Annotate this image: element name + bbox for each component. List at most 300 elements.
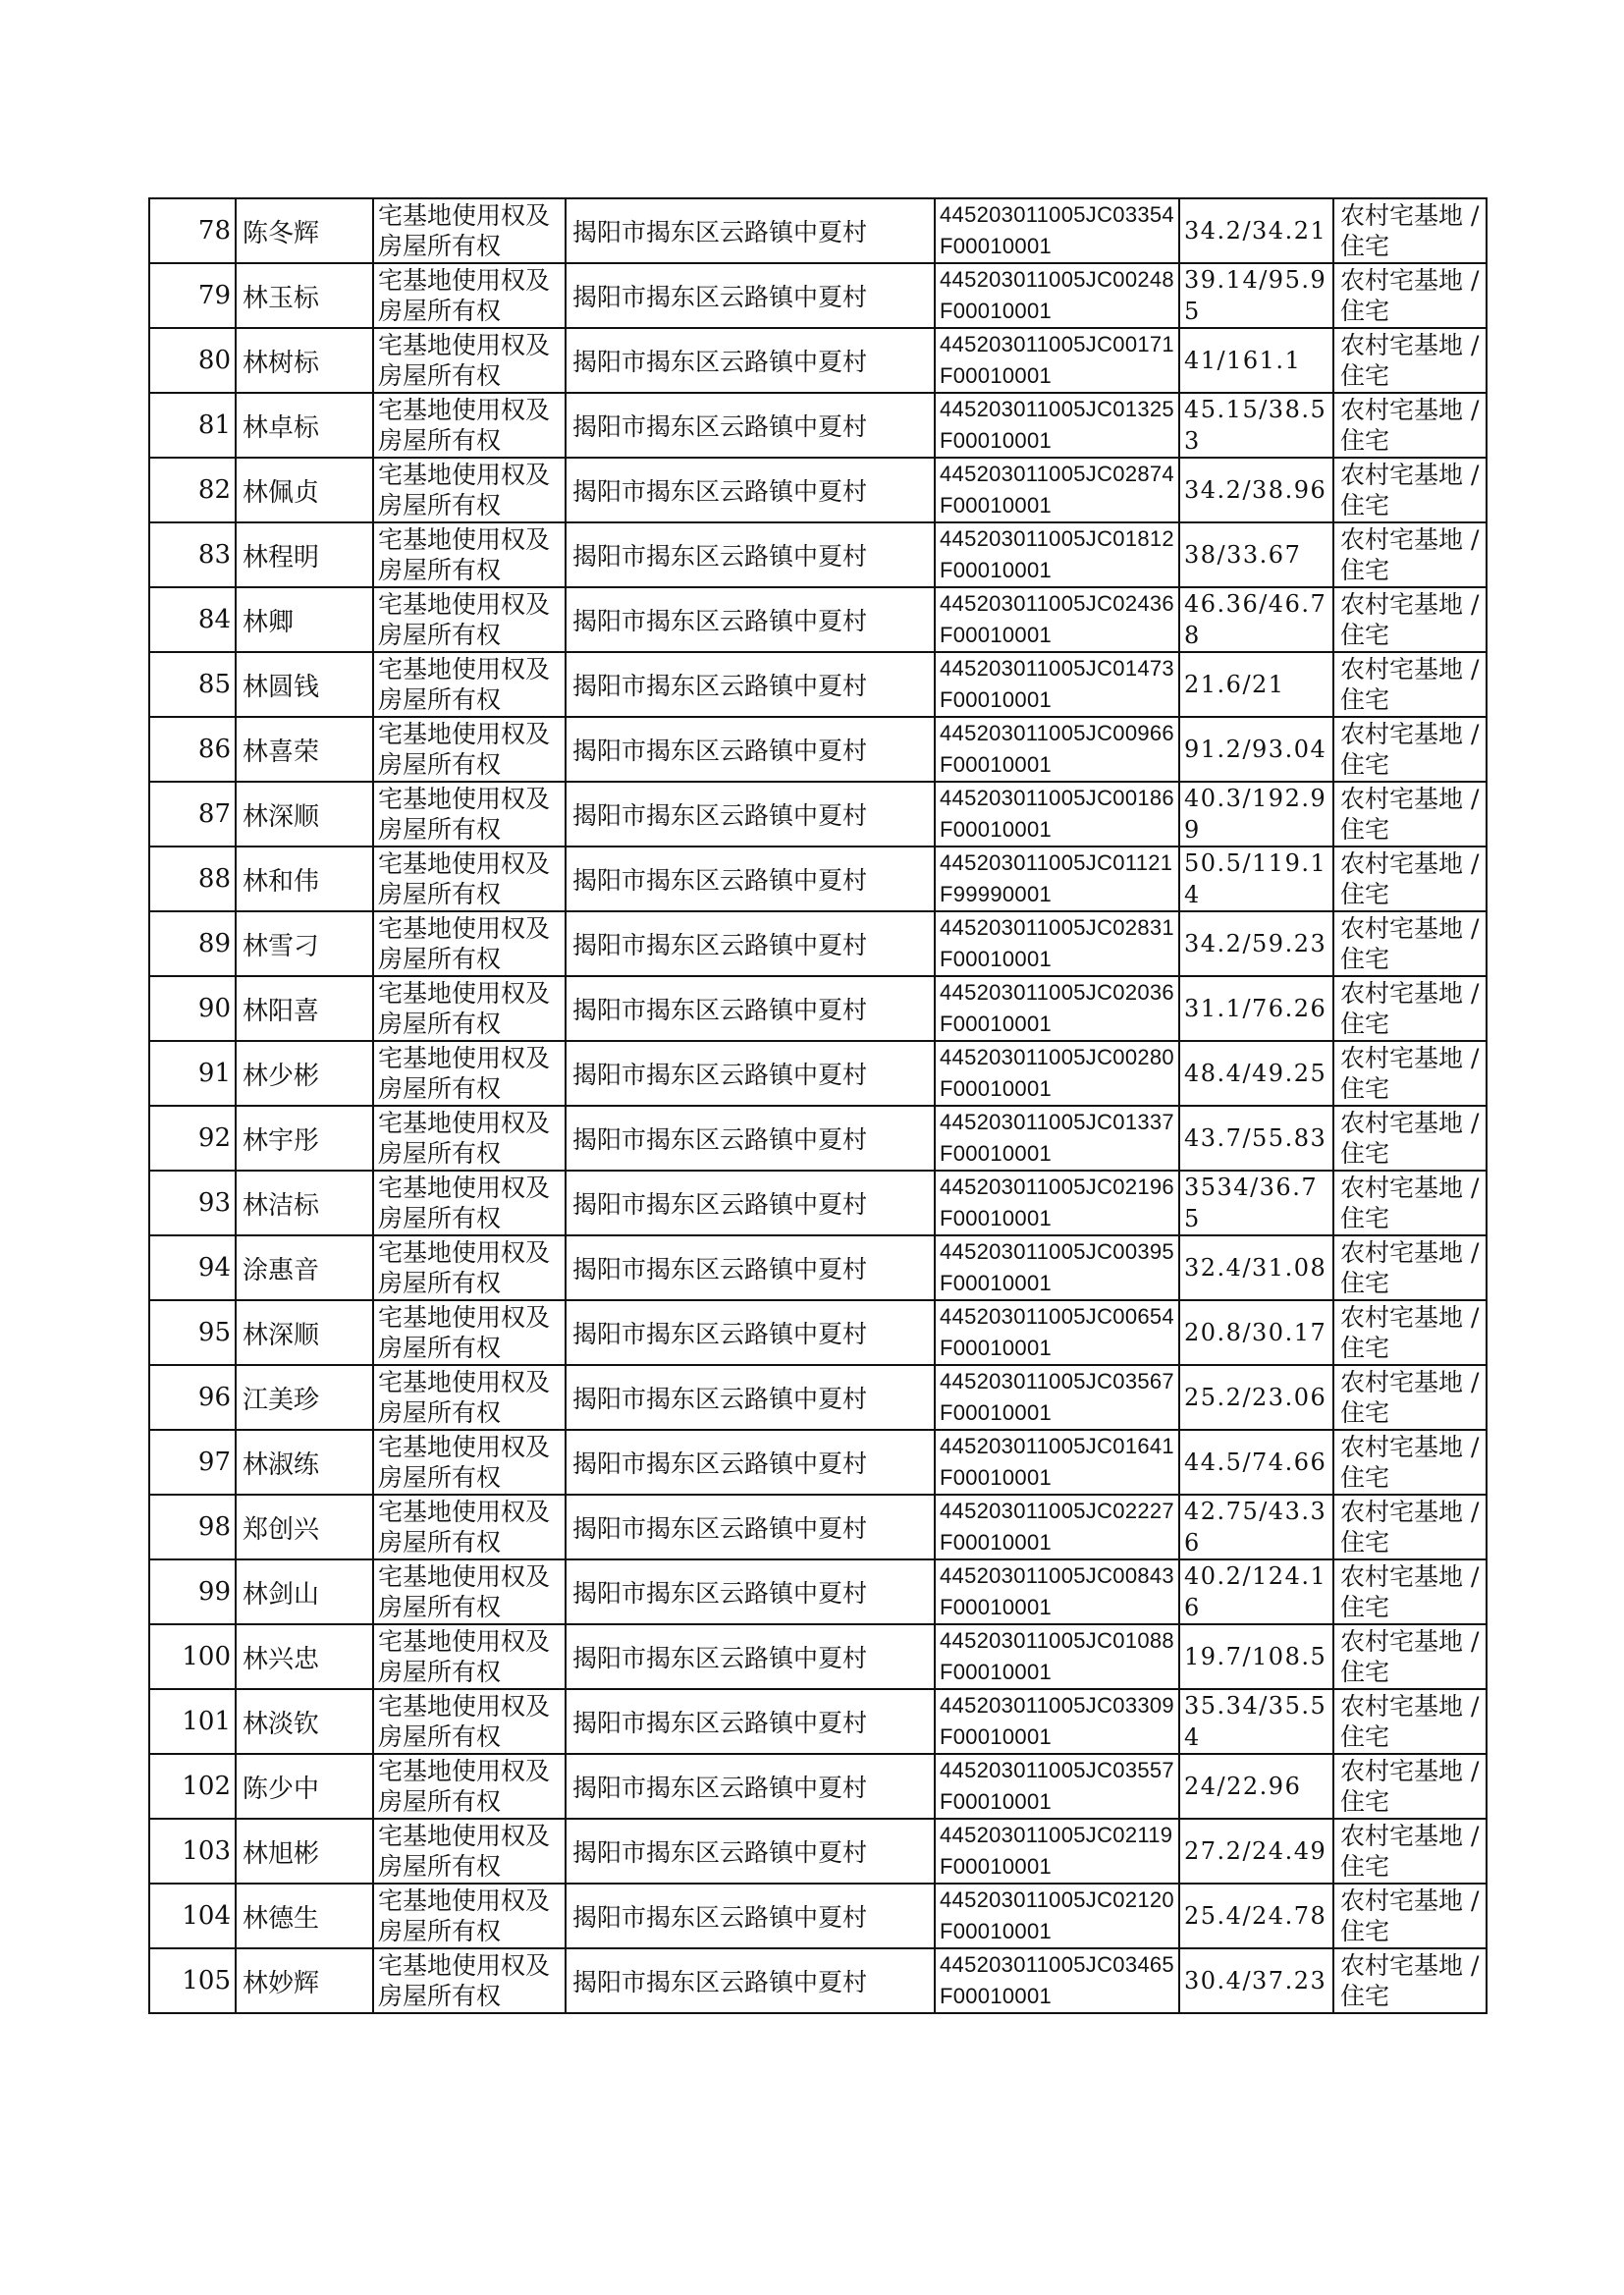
unit-code-text: 445203011005JC01325F00010001 [940, 397, 1174, 453]
location-cell: 揭阳市揭东区云路镇中夏村 [566, 1235, 935, 1300]
area-text: 21.6/21 [1184, 671, 1285, 698]
land-use-text: 农村宅基地 / 住宅 [1340, 1886, 1480, 1945]
row-number-cell: 104 [149, 1884, 236, 1948]
unit-code-text: 445203011005JC01121F99990001 [940, 850, 1173, 906]
unit-code-cell [935, 1171, 1179, 1235]
location-cell: 揭阳市揭东区云路镇中夏村 [566, 717, 935, 782]
owner-name-cell: 林雪刁 [236, 911, 373, 976]
land-use-cell [1333, 847, 1487, 911]
unit-code-text: 445203011005JC02831F00010001 [940, 915, 1174, 971]
area-text: 39.14/95.95 [1184, 266, 1327, 325]
land-use-cell [1333, 1171, 1487, 1235]
area-text: 42.75/43.36 [1184, 1498, 1327, 1557]
right-type-cell [373, 717, 566, 782]
land-use-cell [1333, 1884, 1487, 1948]
land-use-text: 农村宅基地 / 住宅 [1340, 1692, 1480, 1751]
right-type-cell [373, 652, 566, 717]
area-text: 40.2/124.16 [1184, 1562, 1327, 1621]
owner-name-cell: 林和伟 [236, 847, 373, 911]
unit-code-cell [935, 328, 1179, 393]
right-type-cell [373, 458, 566, 522]
row-number-cell: 92 [149, 1106, 236, 1171]
location-cell: 揭阳市揭东区云路镇中夏村 [566, 1495, 935, 1559]
location-cell: 揭阳市揭东区云路镇中夏村 [566, 1689, 935, 1754]
land-use-text: 农村宅基地 / 住宅 [1340, 525, 1480, 584]
owner-name-cell: 陈冬辉 [236, 198, 373, 263]
owner-name-cell: 林喜荣 [236, 717, 373, 782]
unit-code-text: 445203011005JC01088F00010001 [940, 1628, 1174, 1684]
row-number-cell: 101 [149, 1689, 236, 1754]
right-type-text: 宅基地使用权及房屋所有权 [378, 461, 551, 519]
area-cell [1179, 652, 1333, 717]
right-type-cell [373, 1884, 566, 1948]
land-use-text: 农村宅基地 / 住宅 [1340, 266, 1480, 325]
table-row [149, 1819, 1487, 1884]
area-text: 34.2/38.96 [1184, 476, 1327, 504]
land-use-text: 农村宅基地 / 住宅 [1340, 1562, 1480, 1621]
unit-code-cell [935, 1106, 1179, 1171]
location-cell: 揭阳市揭东区云路镇中夏村 [566, 198, 935, 263]
table-row [149, 782, 1487, 847]
location-cell: 揭阳市揭东区云路镇中夏村 [566, 976, 935, 1041]
table-row [149, 1041, 1487, 1106]
location-cell: 揭阳市揭东区云路镇中夏村 [566, 328, 935, 393]
area-cell [1179, 458, 1333, 522]
area-cell [1179, 1300, 1333, 1365]
row-number-cell: 105 [149, 1948, 236, 2013]
location-cell: 揭阳市揭东区云路镇中夏村 [566, 652, 935, 717]
area-cell [1179, 1884, 1333, 1948]
land-use-text: 农村宅基地 / 住宅 [1340, 461, 1480, 519]
table-row [149, 1948, 1487, 2013]
unit-code-text: 445203011005JC03567F00010001 [940, 1369, 1174, 1425]
right-type-text: 宅基地使用权及房屋所有权 [378, 396, 551, 455]
row-number-cell: 89 [149, 911, 236, 976]
unit-code-text: 445203011005JC03557F00010001 [940, 1758, 1174, 1814]
right-type-text: 宅基地使用权及房屋所有权 [378, 979, 551, 1038]
owner-name-cell: 林洁标 [236, 1171, 373, 1235]
unit-code-cell [935, 1819, 1179, 1884]
area-cell [1179, 328, 1333, 393]
land-use-cell [1333, 976, 1487, 1041]
area-text: 24/22.96 [1184, 1773, 1302, 1800]
area-text: 48.4/49.25 [1184, 1060, 1327, 1087]
land-use-cell [1333, 652, 1487, 717]
unit-code-cell [935, 1559, 1179, 1624]
right-type-text: 宅基地使用权及房屋所有权 [378, 1303, 551, 1362]
right-type-text: 宅基地使用权及房屋所有权 [378, 720, 551, 779]
land-use-cell [1333, 1235, 1487, 1300]
right-type-text: 宅基地使用权及房屋所有权 [378, 1174, 551, 1232]
row-number-cell: 102 [149, 1754, 236, 1819]
land-use-cell [1333, 393, 1487, 458]
owner-name-cell: 林深顺 [236, 1300, 373, 1365]
area-text: 32.4/31.08 [1184, 1254, 1327, 1282]
unit-code-cell [935, 458, 1179, 522]
right-type-text: 宅基地使用权及房屋所有权 [378, 1368, 551, 1427]
land-use-text: 农村宅基地 / 住宅 [1340, 720, 1480, 779]
area-cell [1179, 782, 1333, 847]
table-row [149, 1884, 1487, 1948]
land-use-text: 农村宅基地 / 住宅 [1340, 785, 1480, 844]
owner-name-cell: 林圆钱 [236, 652, 373, 717]
right-type-text: 宅基地使用权及房屋所有权 [378, 655, 551, 714]
right-type-cell [373, 1559, 566, 1624]
unit-code-text: 445203011005JC02036F00010001 [940, 980, 1174, 1036]
land-use-text: 农村宅基地 / 住宅 [1340, 1757, 1480, 1816]
land-use-text: 农村宅基地 / 住宅 [1340, 1368, 1480, 1427]
right-type-cell [373, 263, 566, 328]
land-use-text: 农村宅基地 / 住宅 [1340, 331, 1480, 390]
row-number-cell: 95 [149, 1300, 236, 1365]
right-type-text: 宅基地使用权及房屋所有权 [378, 849, 551, 908]
area-text: 25.4/24.78 [1184, 1902, 1327, 1930]
owner-name-cell: 林树标 [236, 328, 373, 393]
owner-name-cell: 林少彬 [236, 1041, 373, 1106]
row-number-cell: 96 [149, 1365, 236, 1430]
area-cell [1179, 1106, 1333, 1171]
area-cell [1179, 393, 1333, 458]
table-row [149, 522, 1487, 587]
location-cell: 揭阳市揭东区云路镇中夏村 [566, 1819, 935, 1884]
land-use-text: 农村宅基地 / 住宅 [1340, 590, 1480, 649]
owner-name-cell: 林深顺 [236, 782, 373, 847]
land-use-cell [1333, 782, 1487, 847]
table-row [149, 263, 1487, 328]
area-text: 35.34/35.54 [1184, 1692, 1327, 1751]
unit-code-cell [935, 198, 1179, 263]
owner-name-cell: 林卓标 [236, 393, 373, 458]
unit-code-text: 445203011005JC01641F00010001 [940, 1434, 1174, 1490]
row-number-cell: 90 [149, 976, 236, 1041]
right-type-cell [373, 782, 566, 847]
right-type-text: 宅基地使用权及房屋所有权 [378, 1562, 551, 1621]
unit-code-cell [935, 587, 1179, 652]
owner-name-cell: 林佩贞 [236, 458, 373, 522]
unit-code-cell [935, 782, 1179, 847]
location-cell: 揭阳市揭东区云路镇中夏村 [566, 1430, 935, 1495]
right-type-cell [373, 1365, 566, 1430]
right-type-text: 宅基地使用权及房屋所有权 [378, 1951, 551, 2010]
land-use-cell [1333, 1106, 1487, 1171]
owner-name-cell: 林妙辉 [236, 1948, 373, 2013]
land-use-text: 农村宅基地 / 住宅 [1340, 914, 1480, 973]
right-type-cell [373, 198, 566, 263]
area-cell [1179, 522, 1333, 587]
right-type-text: 宅基地使用权及房屋所有权 [378, 590, 551, 649]
area-cell [1179, 587, 1333, 652]
right-type-cell [373, 1235, 566, 1300]
land-use-cell [1333, 198, 1487, 263]
location-cell: 揭阳市揭东区云路镇中夏村 [566, 782, 935, 847]
registration-table [148, 197, 1488, 2014]
area-text: 34.2/59.23 [1184, 930, 1327, 957]
unit-code-cell [935, 847, 1179, 911]
area-cell [1179, 976, 1333, 1041]
owner-name-cell: 林阳喜 [236, 976, 373, 1041]
table-row [149, 652, 1487, 717]
area-cell [1179, 717, 1333, 782]
unit-code-text: 445203011005JC00280F00010001 [940, 1045, 1174, 1101]
land-use-text: 农村宅基地 / 住宅 [1340, 1498, 1480, 1557]
area-cell [1179, 1365, 1333, 1430]
unit-code-text: 445203011005JC00966F00010001 [940, 721, 1174, 777]
land-use-text: 农村宅基地 / 住宅 [1340, 1822, 1480, 1881]
unit-code-cell [935, 1430, 1179, 1495]
land-use-cell [1333, 458, 1487, 522]
right-type-cell [373, 1819, 566, 1884]
unit-code-cell [935, 1041, 1179, 1106]
area-text: 19.7/108.5 [1184, 1643, 1327, 1670]
table-row [149, 458, 1487, 522]
right-type-text: 宅基地使用权及房屋所有权 [378, 1757, 551, 1816]
area-cell [1179, 198, 1333, 263]
row-number-cell: 82 [149, 458, 236, 522]
area-text: 40.3/192.99 [1184, 785, 1327, 844]
right-type-cell [373, 847, 566, 911]
area-text: 46.36/46.78 [1184, 590, 1327, 649]
unit-code-text: 445203011005JC03309F00010001 [940, 1693, 1174, 1749]
right-type-text: 宅基地使用权及房屋所有权 [378, 1692, 551, 1751]
land-use-cell [1333, 1689, 1487, 1754]
row-number-cell: 80 [149, 328, 236, 393]
right-type-cell [373, 1171, 566, 1235]
right-type-cell [373, 1430, 566, 1495]
area-cell [1179, 1235, 1333, 1300]
right-type-cell [373, 522, 566, 587]
right-type-text: 宅基地使用权及房屋所有权 [378, 1044, 551, 1103]
location-cell: 揭阳市揭东区云路镇中夏村 [566, 522, 935, 587]
land-use-cell [1333, 263, 1487, 328]
land-use-cell [1333, 1819, 1487, 1884]
right-type-cell [373, 328, 566, 393]
unit-code-cell [935, 522, 1179, 587]
row-number-cell: 100 [149, 1624, 236, 1689]
table-row [149, 1559, 1487, 1624]
area-cell [1179, 1754, 1333, 1819]
land-use-cell [1333, 1754, 1487, 1819]
land-use-text: 农村宅基地 / 住宅 [1340, 1044, 1480, 1103]
unit-code-text: 445203011005JC03354F00010001 [940, 202, 1174, 258]
area-text: 25.2/23.06 [1184, 1384, 1327, 1411]
right-type-text: 宅基地使用权及房屋所有权 [378, 1822, 551, 1881]
owner-name-cell: 郑创兴 [236, 1495, 373, 1559]
unit-code-cell [935, 1235, 1179, 1300]
right-type-text: 宅基地使用权及房屋所有权 [378, 331, 551, 390]
area-text: 31.1/76.26 [1184, 995, 1327, 1022]
right-type-text: 宅基地使用权及房屋所有权 [378, 201, 551, 260]
unit-code-text: 445203011005JC01337F00010001 [940, 1110, 1174, 1166]
location-cell: 揭阳市揭东区云路镇中夏村 [566, 1041, 935, 1106]
location-cell: 揭阳市揭东区云路镇中夏村 [566, 1948, 935, 2013]
table-row [149, 847, 1487, 911]
land-use-text: 农村宅基地 / 住宅 [1340, 655, 1480, 714]
location-cell: 揭阳市揭东区云路镇中夏村 [566, 1106, 935, 1171]
land-use-cell [1333, 1948, 1487, 2013]
right-type-cell [373, 1300, 566, 1365]
area-text: 45.15/38.53 [1184, 396, 1327, 455]
right-type-cell [373, 393, 566, 458]
land-use-text: 农村宅基地 / 住宅 [1340, 1109, 1480, 1168]
unit-code-text: 445203011005JC00395F00010001 [940, 1239, 1174, 1295]
area-text: 91.2/93.04 [1184, 736, 1327, 763]
location-cell: 揭阳市揭东区云路镇中夏村 [566, 587, 935, 652]
land-use-text: 农村宅基地 / 住宅 [1340, 979, 1480, 1038]
location-cell: 揭阳市揭东区云路镇中夏村 [566, 458, 935, 522]
unit-code-text: 445203011005JC02874F00010001 [940, 462, 1174, 518]
right-type-text: 宅基地使用权及房屋所有权 [378, 1238, 551, 1297]
unit-code-text: 445203011005JC02120F00010001 [940, 1887, 1174, 1943]
area-cell [1179, 1041, 1333, 1106]
area-cell [1179, 1430, 1333, 1495]
unit-code-text: 445203011005JC01473F00010001 [940, 656, 1174, 712]
area-cell [1179, 1948, 1333, 2013]
unit-code-text: 445203011005JC00186F00010001 [940, 786, 1174, 842]
land-use-text: 农村宅基地 / 住宅 [1340, 201, 1480, 260]
table-row [149, 198, 1487, 263]
owner-name-cell: 涂惠音 [236, 1235, 373, 1300]
unit-code-text: 445203011005JC02227F00010001 [940, 1499, 1174, 1555]
area-text: 43.7/55.83 [1184, 1124, 1327, 1152]
location-cell: 揭阳市揭东区云路镇中夏村 [566, 1754, 935, 1819]
owner-name-cell: 林德生 [236, 1884, 373, 1948]
location-cell: 揭阳市揭东区云路镇中夏村 [566, 847, 935, 911]
land-use-cell [1333, 1624, 1487, 1689]
table-row [149, 1754, 1487, 1819]
unit-code-text: 445203011005JC00171F00010001 [940, 332, 1174, 388]
table-row [149, 587, 1487, 652]
right-type-text: 宅基地使用权及房屋所有权 [378, 785, 551, 844]
right-type-cell [373, 1624, 566, 1689]
area-cell [1179, 1624, 1333, 1689]
table-row [149, 1300, 1487, 1365]
right-type-text: 宅基地使用权及房屋所有权 [378, 525, 551, 584]
unit-code-cell [935, 1495, 1179, 1559]
area-cell [1179, 1171, 1333, 1235]
area-text: 50.5/119.14 [1184, 849, 1327, 908]
owner-name-cell: 林玉标 [236, 263, 373, 328]
right-type-cell [373, 1689, 566, 1754]
right-type-cell [373, 1948, 566, 2013]
table-body [149, 198, 1487, 2013]
owner-name-cell: 林卿 [236, 587, 373, 652]
unit-code-cell [935, 1754, 1179, 1819]
area-cell [1179, 911, 1333, 976]
row-number-cell: 91 [149, 1041, 236, 1106]
area-text: 20.8/30.17 [1184, 1319, 1327, 1346]
land-use-cell [1333, 1559, 1487, 1624]
right-type-text: 宅基地使用权及房屋所有权 [378, 1498, 551, 1557]
land-use-cell [1333, 1495, 1487, 1559]
location-cell: 揭阳市揭东区云路镇中夏村 [566, 1884, 935, 1948]
row-number-cell: 83 [149, 522, 236, 587]
land-use-cell [1333, 1365, 1487, 1430]
unit-code-text: 445203011005JC02119F00010001 [940, 1823, 1173, 1879]
area-text: 38/33.67 [1184, 541, 1302, 569]
area-cell [1179, 1559, 1333, 1624]
table-row [149, 1235, 1487, 1300]
right-type-cell [373, 911, 566, 976]
right-type-cell [373, 1754, 566, 1819]
area-cell [1179, 847, 1333, 911]
owner-name-cell: 林剑山 [236, 1559, 373, 1624]
row-number-cell: 78 [149, 198, 236, 263]
land-use-text: 农村宅基地 / 住宅 [1340, 396, 1480, 455]
owner-name-cell: 江美珍 [236, 1365, 373, 1430]
right-type-text: 宅基地使用权及房屋所有权 [378, 1886, 551, 1945]
table-row [149, 393, 1487, 458]
area-text: 41/161.1 [1184, 347, 1302, 374]
owner-name-cell: 林淑练 [236, 1430, 373, 1495]
row-number-cell: 93 [149, 1171, 236, 1235]
land-use-cell [1333, 522, 1487, 587]
area-text: 44.5/74.66 [1184, 1448, 1327, 1476]
land-use-cell [1333, 587, 1487, 652]
row-number-cell: 81 [149, 393, 236, 458]
right-type-cell [373, 1106, 566, 1171]
land-use-cell [1333, 717, 1487, 782]
location-cell: 揭阳市揭东区云路镇中夏村 [566, 1559, 935, 1624]
right-type-cell [373, 587, 566, 652]
land-use-cell [1333, 1300, 1487, 1365]
owner-name-cell: 林兴忠 [236, 1624, 373, 1689]
unit-code-cell [935, 1624, 1179, 1689]
unit-code-cell [935, 1365, 1179, 1430]
unit-code-cell [935, 717, 1179, 782]
location-cell: 揭阳市揭东区云路镇中夏村 [566, 1365, 935, 1430]
unit-code-cell [935, 1884, 1179, 1948]
table-row [149, 976, 1487, 1041]
table-row [149, 1365, 1487, 1430]
right-type-cell [373, 1495, 566, 1559]
row-number-cell: 97 [149, 1430, 236, 1495]
area-text: 27.2/24.49 [1184, 1837, 1327, 1865]
owner-name-cell: 林淡钦 [236, 1689, 373, 1754]
row-number-cell: 99 [149, 1559, 236, 1624]
land-use-cell [1333, 911, 1487, 976]
right-type-text: 宅基地使用权及房屋所有权 [378, 1433, 551, 1492]
right-type-text: 宅基地使用权及房屋所有权 [378, 1109, 551, 1168]
row-number-cell: 87 [149, 782, 236, 847]
table-row [149, 1171, 1487, 1235]
land-use-text: 农村宅基地 / 住宅 [1340, 1303, 1480, 1362]
unit-code-text: 445203011005JC00654F00010001 [940, 1304, 1174, 1360]
table-row [149, 1106, 1487, 1171]
area-cell [1179, 1495, 1333, 1559]
row-number-cell: 86 [149, 717, 236, 782]
row-number-cell: 98 [149, 1495, 236, 1559]
right-type-text: 宅基地使用权及房屋所有权 [378, 266, 551, 325]
location-cell: 揭阳市揭东区云路镇中夏村 [566, 911, 935, 976]
table-row [149, 328, 1487, 393]
unit-code-text: 445203011005JC01812F00010001 [940, 526, 1174, 582]
unit-code-text: 445203011005JC02196F00010001 [940, 1175, 1174, 1230]
location-cell: 揭阳市揭东区云路镇中夏村 [566, 263, 935, 328]
location-cell: 揭阳市揭东区云路镇中夏村 [566, 393, 935, 458]
row-number-cell: 85 [149, 652, 236, 717]
row-number-cell: 103 [149, 1819, 236, 1884]
location-cell: 揭阳市揭东区云路镇中夏村 [566, 1300, 935, 1365]
right-type-text: 宅基地使用权及房屋所有权 [378, 914, 551, 973]
land-use-cell [1333, 1430, 1487, 1495]
location-cell: 揭阳市揭东区云路镇中夏村 [566, 1171, 935, 1235]
table-row [149, 1624, 1487, 1689]
area-cell [1179, 263, 1333, 328]
area-cell [1179, 1819, 1333, 1884]
unit-code-cell [935, 1948, 1179, 2013]
row-number-cell: 94 [149, 1235, 236, 1300]
unit-code-cell [935, 911, 1179, 976]
